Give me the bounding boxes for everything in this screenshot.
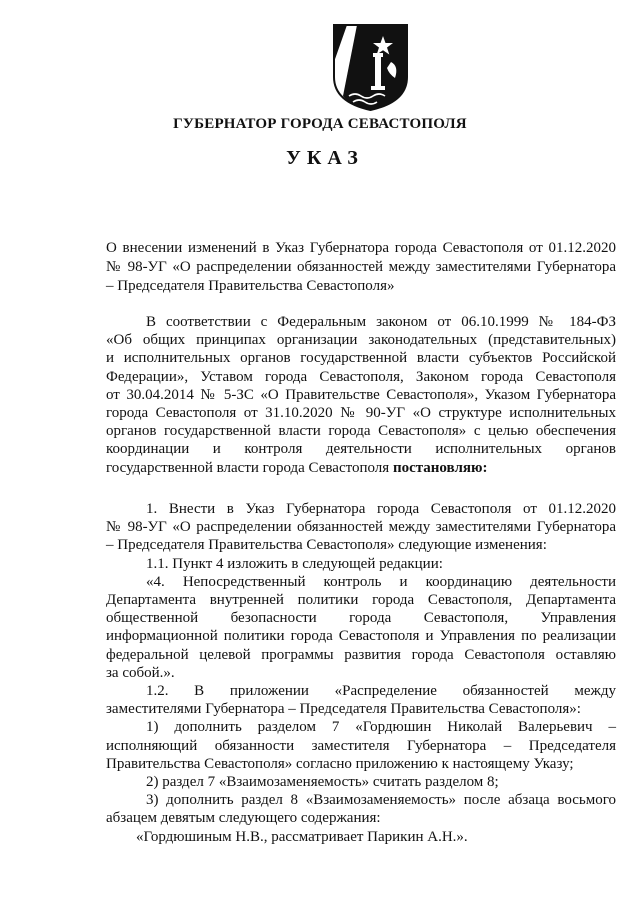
body-line: общественной безопасности города Севастополя, Управления	[106, 610, 616, 627]
coat-of-arms-emblem	[331, 22, 410, 112]
document-title	[106, 239, 616, 296]
preamble-line-text: государственной власти города Севастополя	[106, 459, 390, 476]
title-line: О внесении изменений в Указ Губернатора города Севастополя от 01.12.2020	[106, 240, 616, 256]
body-line: 1.2. В приложении «Распределение обязанностей между	[146, 683, 616, 700]
preamble-last-line	[106, 459, 616, 477]
body-line: № 98-УГ «О распределении обязанностей между заместителями Губернатора	[106, 519, 616, 536]
issuing-authority: ГУБЕРНАТОР ГОРОДА СЕВАСТОПОЛЯ	[173, 116, 467, 132]
body-line: «Гордюшиным Н.В., рассматривает Парикин А.Н.».	[136, 828, 468, 845]
preamble-line: органов государственной власти города Севастополя» с целью обеспечения	[106, 423, 616, 440]
title-line: № 98-УГ «О распределении обязанностей между заместителями Губернатора	[106, 259, 616, 275]
preamble-line: и исполнительных органов государственной власти субъектов Российской	[106, 350, 616, 367]
preamble-line: В соответствии с Федеральным законом от 06.10.1999 № 184-ФЗ	[146, 314, 616, 330]
preamble-line: «Об общих принципах организации законодательных (представительных)	[106, 332, 616, 349]
body-line: – Председателя Правительства Севастополя» следующие изменения:	[106, 537, 547, 554]
body-line: 1) дополнить разделом 7 «Гордюшин Николай Валерьевич –	[146, 719, 616, 736]
body-line: 1.1. Пункт 4 изложить в следующей редакции:	[146, 555, 443, 572]
preamble-paragraph	[106, 313, 616, 477]
body-line: Департамента внутренней политики города Севастополя, Департамента	[106, 592, 616, 609]
preamble-line: города Севастополя от 31.10.2020 № 90-УГ «О структуре исполнительных	[106, 405, 616, 422]
body-line: за собой.».	[106, 664, 175, 681]
body-line: исполняющий обязанности заместителя Губернатора – Председателя	[106, 737, 616, 754]
preamble-line: Федерации», Уставом города Севастополя, Законом города Севастополя	[106, 368, 616, 385]
decree-word: постановляю:	[392, 459, 488, 476]
document-type: УКАЗ	[286, 147, 364, 169]
body-line: Правительства Севастополя» согласно приложению к настоящему Указу;	[106, 755, 574, 772]
body-line: абзацем девятым следующего содержания:	[106, 810, 381, 827]
body-line: «4. Непосредственный контроль и координацию деятельности	[146, 573, 616, 590]
body-line: заместителями Губернатора – Председателя Правительства Севастополя»:	[106, 701, 581, 718]
body-line: информационной политики города Севастополя и Управления по реализации	[106, 628, 616, 645]
body-line: 2) раздел 7 «Взаимозаменяемость» считать разделом 8;	[146, 774, 499, 791]
body-line: 3) дополнить раздел 8 «Взаимозаменяемость» после абзаца восьмого	[146, 792, 616, 809]
decree-body	[106, 500, 616, 846]
body-line: федеральной целевой программы развития города Севастополя оставляю	[106, 646, 616, 663]
title-line: – Председателя Правительства Севастополя»	[106, 278, 395, 294]
preamble-line: от 30.04.2014 № 5-ЗС «О Правительстве Севастополя», Указом Губернатора	[106, 386, 616, 403]
body-line: 1. Внести в Указ Губернатора города Севастополя от 01.12.2020	[146, 501, 616, 517]
preamble-line: координации и контроля деятельности исполнительных органов	[106, 441, 616, 458]
